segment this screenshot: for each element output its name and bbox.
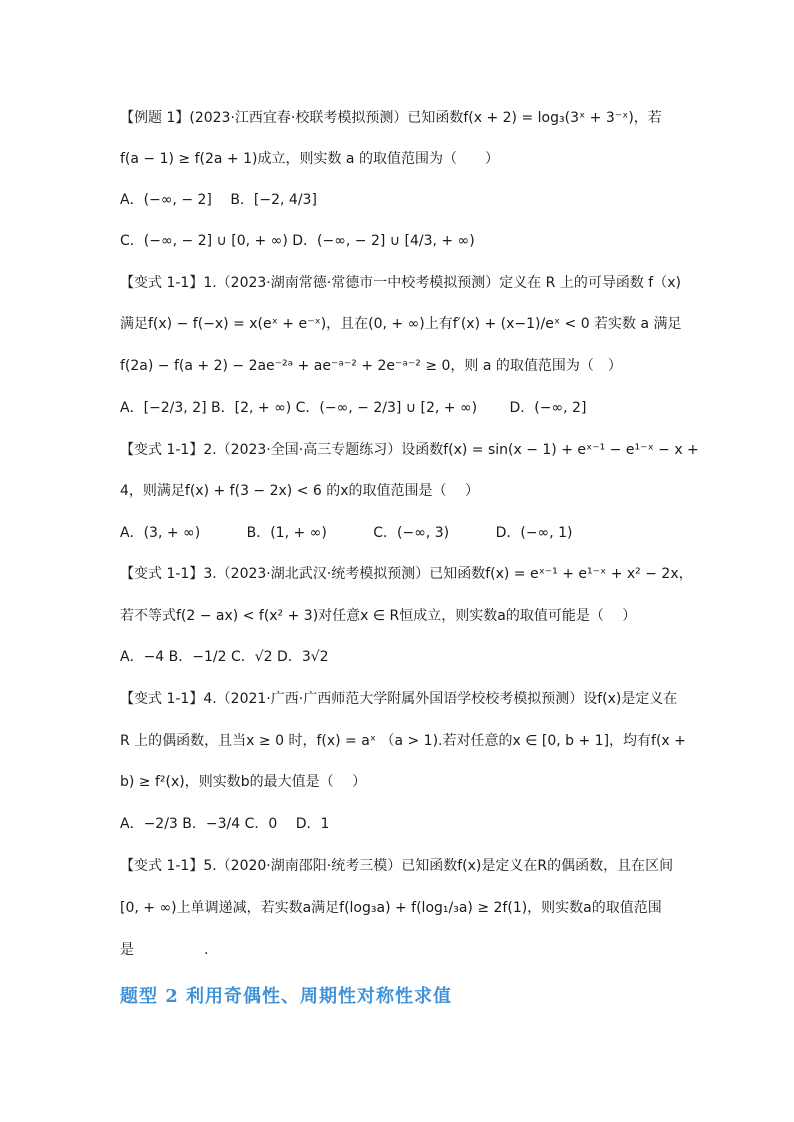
problem-line: R 上的偶函数，且当x ≥ 0 时，f(x) = aˣ （a > 1).若对任意的x ∈ [0, b + 1]，均有f(x + (120, 733, 686, 749)
problem-line: [0, + ∞)上单调递减，若实数a满足f(log₃a) + f(log₁/₃a) ≥ 2f(1)，则实数a的取值范围 (120, 900, 662, 916)
problem-line: f(a − 1) ≥ f(2a + 1)成立，则实数 a 的取值范围为（ ） (120, 151, 499, 167)
problem-line: 【变式 1-1】3.（2023·湖北武汉·统考模拟预测）已知函数f(x) = eˣ⁻¹ + e¹⁻ˣ + x² − 2x， (120, 566, 693, 582)
problem-line: 【例题 1】(2023·江西宜春·校联考模拟预测）已知函数f(x + 2) = log₃(3ˣ + 3⁻ˣ)，若 (120, 110, 662, 126)
answer-options: A．−2/3 B．−3/4 C．0 D．1 (120, 816, 330, 832)
answer-options: C．(−∞, − 2] ∪ [0, + ∞) D．(−∞, − 2] ∪ [4/3, + ∞) (120, 233, 475, 249)
answer-options: A．[−2/3, 2] B．[2, + ∞) C．(−∞, − 2/3] ∪ [2, + ∞) D．(−∞, 2] (120, 400, 587, 416)
problem-line: 满足f(x) − f(−x) = x(eˣ + e⁻ˣ)，且在(0, + ∞)上有f′(x) + (x−1)/eˣ < 0 若实数 a 满足 (120, 316, 682, 332)
problem-line: 是 . (120, 942, 209, 958)
problem-line: 【变式 1-1】5.（2020·湖南邵阳·统考三模）已知函数f(x)是定义在R的偶函数，且在区间 (120, 858, 674, 874)
problem-line: 4，则满足f(x) + f(3 − 2x) < 6 的x的取值范围是（ ） (120, 483, 479, 499)
section-heading: 题型 2 利用奇偶性、周期性对称性求值 (120, 986, 453, 1007)
answer-options: A．(−∞, − 2] B．[−2, 4/3] (120, 192, 317, 208)
problem-line: b) ≥ f²(x)，则实数b的最大值是（ ） (120, 774, 367, 790)
problem-line: 若不等式f(2 − ax) < f(x² + 3)对任意x ∈ R恒成立，则实数a的取值可能是（ ） (120, 608, 637, 624)
problem-line: f(2a) − f(a + 2) − 2ae⁻²ᵃ + ae⁻ᵃ⁻² + 2e⁻ᵃ⁻² ≥ 0，则 a 的取值范围为（ ） (120, 358, 622, 374)
answer-options: A．−4 B．−1/2 C．√2 D．3√2 (120, 649, 329, 665)
problem-line: 【变式 1-1】4.（2021·广西·广西师范大学附属外国语学校校考模拟预测）设f(x)是定义在 (120, 691, 678, 707)
problem-line: 【变式 1-1】2.（2023·全国·高三专题练习）设函数f(x) = sin(x − 1) + eˣ⁻¹ − e¹⁻ˣ − x + (120, 442, 699, 458)
answer-options: A．(3, + ∞) B．(1, + ∞) C．(−∞, 3) D．(−∞, 1) (120, 525, 573, 541)
problem-line: 【变式 1-1】1.（2023·湖南常德·常德市一中校考模拟预测）定义在 R 上的可导函数 f（x) (120, 275, 681, 291)
